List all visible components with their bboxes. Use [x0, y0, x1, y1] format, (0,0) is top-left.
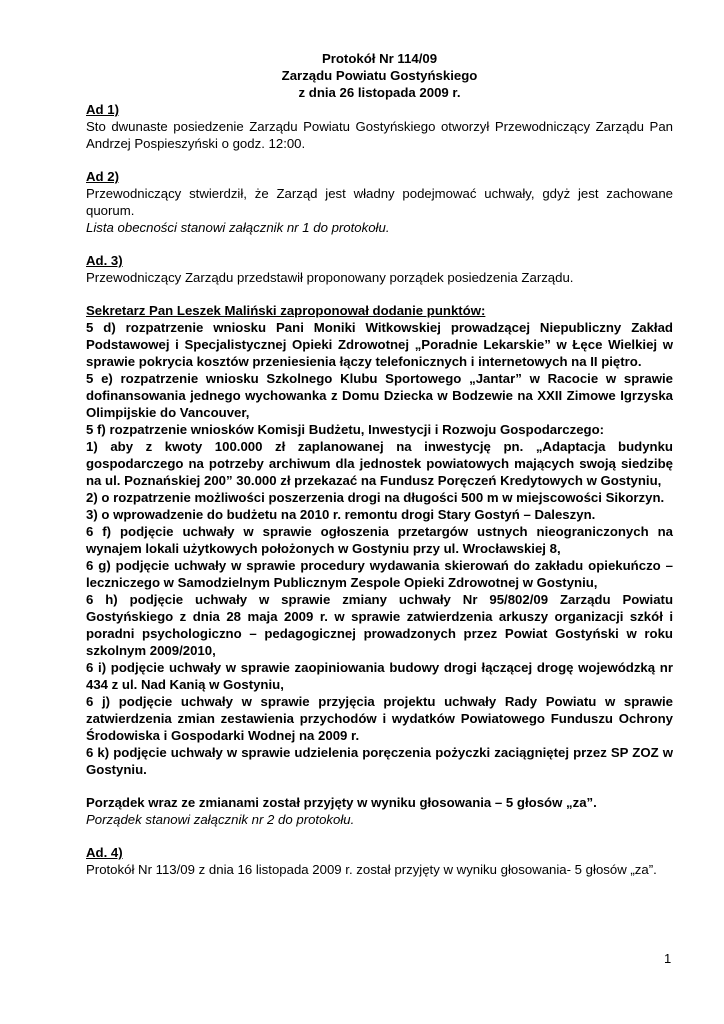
- ad2-text: Przewodniczący stwierdził, że Zarząd jest władny podejmować uchwały, gdyż jest zachowane quorum.: [86, 186, 673, 218]
- list-item: 6 f) podjęcie uchwały w sprawie ogłoszenia przetargów ustnych nieograniczonych na wynajem lokali użytkowych położonych w Gostyniu przy ul. Wrocławskiej 8,: [86, 524, 673, 556]
- list-item: 1) aby z kwoty 100.000 zł zaplanowanej na inwestycję pn. „Adaptacja budynku gospodarczego na potrzeby archiwum dla jednostek powiatowych mających swoją siedzibę na ul. Poznańskiej 200” 30.000 zł przekazać na Fundusz Poręczeń Kredytowych w Gostyniu,: [86, 439, 673, 488]
- section-ad3: [86, 252, 673, 828]
- title-line-1: Protokół Nr 114/09: [321, 51, 438, 66]
- title-line-3: z dnia 26 listopada 2009 r.: [298, 85, 461, 100]
- section-ad2: [86, 168, 673, 236]
- ad4-text: Protokół Nr 113/09 z dnia 16 listopada 2009 r. został przyjęty w wyniku głosowania- 5 głosów „za”.: [86, 862, 657, 877]
- list-item: 5 f) rozpatrzenie wniosków Komisji Budżetu, Inwestycji i Rozwoju Gospodarczego:: [86, 422, 605, 437]
- document-title: [86, 50, 673, 101]
- ad2-note: Lista obecności stanowi załącznik nr 1 do protokołu.: [86, 220, 390, 235]
- ad3-heading: Ad. 3): [86, 253, 123, 268]
- page-number: 1: [664, 951, 672, 966]
- ad2-heading: Ad 2): [86, 169, 119, 184]
- added-items-list: [86, 319, 673, 778]
- section-ad1: [86, 101, 673, 152]
- ad1-heading: Ad 1): [86, 102, 119, 117]
- list-item: 6 k) podjęcie uchwały w sprawie udzielenia poręczenia pożyczki zaciągniętej przez SP ZOZ w Gostyniu.: [86, 745, 673, 777]
- vote-note: Porządek stanowi załącznik nr 2 do protokołu.: [86, 812, 355, 827]
- section-ad4: [86, 844, 673, 878]
- list-item: 6 i) podjęcie uchwały w sprawie zaopiniowania budowy drogi łączącej drogę wojewódzką nr 434 z ul. Nad Kanią w Gostyniu,: [86, 660, 673, 692]
- document-page: [86, 50, 673, 878]
- list-item: 6 g) podjęcie uchwały w sprawie procedury wydawania skierowań do zakładu opiekuńczo – leczniczego w Samodzielnym Publicznym Zespole Opieki Zdrowotnej w Gostyniu,: [86, 558, 673, 590]
- list-item: 5 d) rozpatrzenie wniosku Pani Moniki Witkowskiej prowadzącej Niepubliczny Zakład Podstawowej i Specjalistycznej Opieki Zdrowotnej „Poradnie Lekarskie” w Łęce Wielkiej w sprawie pokrycia kosztów przeniesienia łączy telefonicznych i internetowych na II piętro.: [86, 320, 673, 369]
- vote-result: Porządek wraz ze zmianami został przyjęty w wyniku głosowania – 5 głosów „za”.: [86, 795, 597, 810]
- secretary-heading: Sekretarz Pan Leszek Maliński zaproponował dodanie punktów:: [86, 303, 486, 318]
- list-item: 3) o wprowadzenie do budżetu na 2010 r. remontu drogi Stary Gostyń – Daleszyn.: [86, 507, 596, 522]
- ad3-text: Przewodniczący Zarządu przedstawił proponowany porządek posiedzenia Zarządu.: [86, 270, 574, 285]
- list-item: 2) o rozpatrzenie możliwości poszerzenia drogi na długości 500 m w miejscowości Sikorzyn.: [86, 490, 665, 505]
- ad4-heading: Ad. 4): [86, 845, 123, 860]
- list-item: 5 e) rozpatrzenie wniosku Szkolnego Klubu Sportowego „Jantar” w Racocie w sprawie dofinansowania jednego wychowanka z Domu Dziecka w Bodzewie na XXII Zimowe Igrzyska Olimpijskie do Vancouver,: [86, 371, 673, 420]
- title-line-2: Zarządu Powiatu Gostyńskiego: [281, 68, 478, 83]
- list-item: 6 h) podjęcie uchwały w sprawie zmiany uchwały Nr 95/802/09 Zarządu Powiatu Gostyńskiego z dnia 28 maja 2009 r. w sprawie zatwierdzenia arkuszy organizacji szkół i poradni psychologiczno – pedagogicznej prowadzonych przez Powiat Gostyński w roku szkolnym 2009/2010,: [86, 592, 673, 658]
- ad1-text: Sto dwunaste posiedzenie Zarządu Powiatu Gostyńskiego otworzył Przewodniczący Zarządu Pan Andrzej Pospieszyński o godz. 12:00.: [86, 119, 673, 151]
- list-item: 6 j) podjęcie uchwały w sprawie przyjęcia projektu uchwały Rady Powiatu w sprawie zatwierdzenia zmian zestawienia przychodów i wydatków Powiatowego Funduszu Ochrony Środowiska i Gospodarki Wodnej na 2009 r.: [86, 694, 673, 743]
